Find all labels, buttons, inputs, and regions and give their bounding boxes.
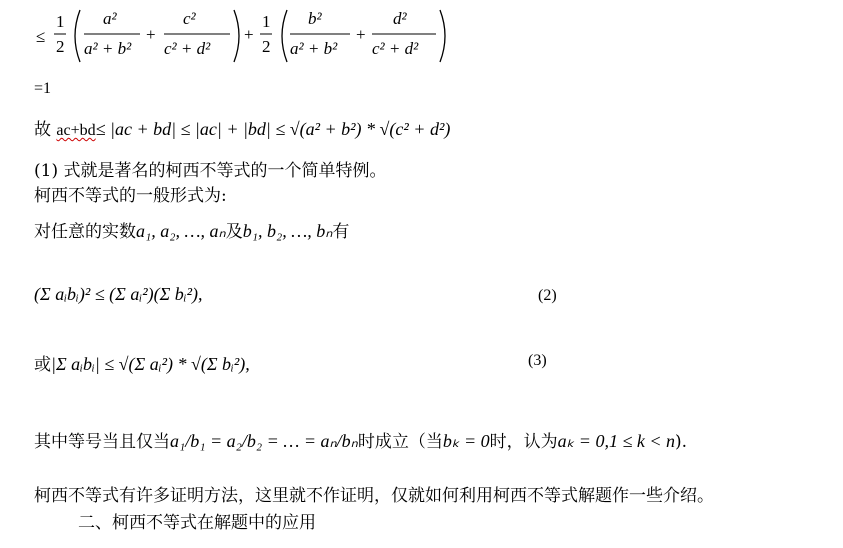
formula-line-3 xyxy=(34,115,450,140)
arbitrary-reals-line xyxy=(34,217,349,242)
line3-prefix: 故 xyxy=(34,120,57,140)
ac-plus-bd: ac+bd xyxy=(56,122,96,139)
frac1-denominator: a² + b² xyxy=(84,39,132,58)
plus-2: + xyxy=(244,25,254,44)
equation-label-3: (3) xyxy=(528,352,547,369)
section-heading-applications: 二、柯西不等式在解题中的应用 xyxy=(78,513,316,533)
half-denominator-2: 2 xyxy=(262,37,271,56)
line6-suffix: 有 xyxy=(332,222,350,242)
equals-one: =1 xyxy=(34,80,52,97)
frac4-numerator: d² xyxy=(393,9,407,28)
condition-bk: bₖ = 0 xyxy=(442,431,490,451)
cauchy-inequality-2: (Σ aᵢbᵢ)² ≤ (Σ aᵢ²)(Σ bᵢ²), xyxy=(34,284,203,304)
line9-prefix: 其中等号当且仅当 xyxy=(34,432,170,452)
special-case-note: (1) 式就是著名的柯西不等式的一个简单特例。 xyxy=(34,161,387,181)
seq-a: a₁, a₂, …, aₙ xyxy=(136,221,226,241)
line6-mid: 及 xyxy=(225,222,243,242)
plus-1: + xyxy=(146,25,156,44)
plus-3: + xyxy=(356,25,366,44)
le-symbol: ≤ xyxy=(36,27,46,46)
paren-open-1 xyxy=(75,10,80,62)
cauchy-inequality-3 xyxy=(34,350,250,375)
paren-close-2 xyxy=(440,10,445,62)
general-form-heading: 柯西不等式的一般形式为: xyxy=(34,186,227,206)
line9-mid2: 时，认为 xyxy=(489,432,558,452)
eq3-prefix: 或 xyxy=(34,355,51,375)
half-numerator-2: 1 xyxy=(262,12,271,31)
equality-condition-line xyxy=(34,427,687,452)
frac2-denominator: c² + d² xyxy=(164,39,211,58)
frac3-denominator: a² + b² xyxy=(290,39,338,58)
eq3-body: |Σ aᵢbᵢ| ≤ √(Σ aᵢ²) * √(Σ bᵢ²), xyxy=(51,354,250,374)
seq-b: b₁, b₂, …, bₙ xyxy=(242,221,333,241)
line3-inequality: ≤ |ac + bd| ≤ |ac| + |bd| ≤ √(a² + b²) * √(c² + d²) xyxy=(95,119,451,139)
frac4-denominator: c² + d² xyxy=(372,39,419,58)
equation-label-2: (2) xyxy=(538,287,557,304)
half-numerator: 1 xyxy=(56,12,65,31)
condition-ak: aₖ = 0,1 ≤ k < n xyxy=(557,431,675,451)
line9-suffix: ). xyxy=(674,432,688,452)
paren-open-2 xyxy=(282,10,287,62)
formula-line-1 xyxy=(0,0,843,80)
line9-mid: 时成立（当 xyxy=(357,432,443,452)
paren-close-1 xyxy=(234,10,239,62)
equality-fractions: a₁/b₁ = a₂/b₂ = … = aₙ/bₙ xyxy=(170,431,358,451)
frac2-numerator: c² xyxy=(183,9,196,28)
frac1-numerator: a² xyxy=(103,9,117,28)
proof-methods-paragraph: 柯西不等式有许多证明方法，这里就不作证明，仅就如何利用柯西不等式解题作一些介绍。 xyxy=(34,486,714,506)
frac3-numerator: b² xyxy=(308,9,322,28)
line6-prefix: 对任意的实数 xyxy=(34,222,136,242)
half-denominator: 2 xyxy=(56,37,65,56)
